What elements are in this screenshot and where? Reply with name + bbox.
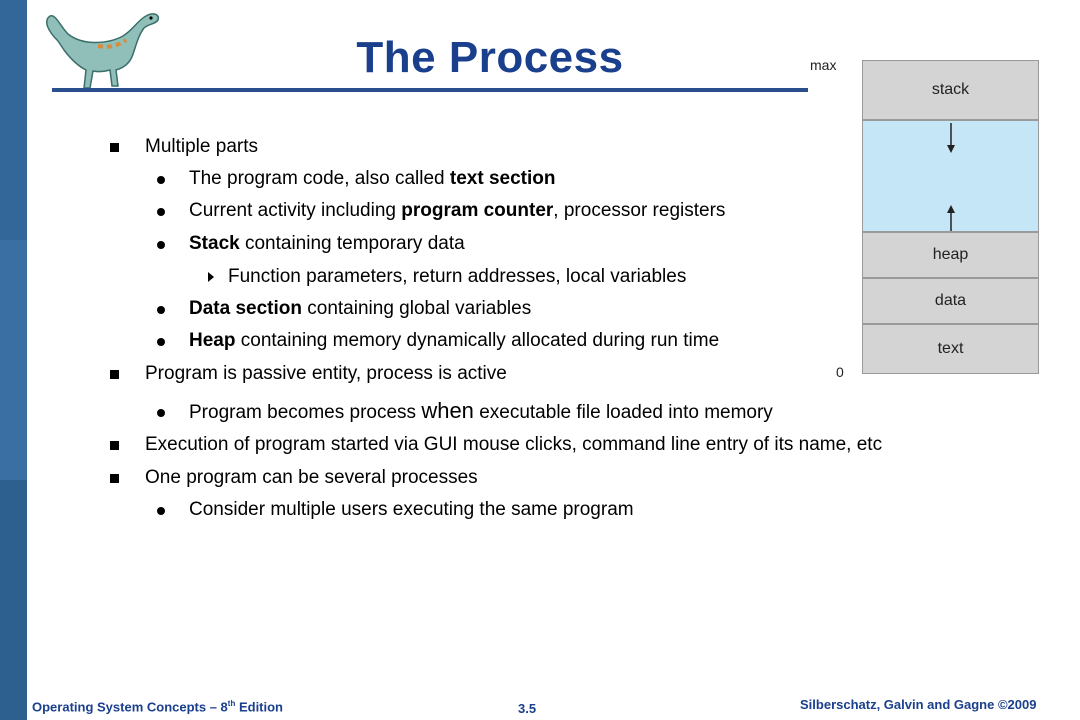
square-bullet-icon [110, 474, 119, 483]
max-address-label: max [810, 57, 837, 73]
bullet-program-becomes-process: Program becomes process when executable file loaded into memory [189, 398, 773, 423]
bullet-current-activity: Current activity including program counter, processor registers [189, 200, 726, 221]
bullet-program-passive: Program is passive entity, process is active [145, 363, 507, 384]
triangle-bullet-icon [208, 272, 214, 282]
round-bullet-icon [157, 409, 165, 417]
bullet-multiple-users: Consider multiple users executing the same program [189, 499, 634, 520]
left-sidebar-band [0, 0, 27, 720]
text-segment: text [862, 324, 1039, 374]
stack-segment: stack [862, 60, 1039, 120]
round-bullet-icon [157, 241, 165, 249]
bullet-execution-started: Execution of program started via GUI mouse clicks, command line entry of its name, etc [145, 434, 883, 455]
free-memory-segment [862, 120, 1039, 232]
round-bullet-icon [157, 306, 165, 314]
footer-authors: Silberschatz, Galvin and Gagne ©2009 [800, 697, 1037, 712]
square-bullet-icon [110, 441, 119, 450]
footer-book-title: Operating System Concepts – 8th Edition [32, 699, 284, 715]
title-underline [52, 88, 808, 92]
dinosaur-logo [38, 6, 168, 96]
round-bullet-icon [157, 208, 165, 216]
slide-title: The Process [356, 33, 624, 82]
zero-address-label: 0 [836, 364, 844, 380]
square-bullet-icon [110, 143, 119, 152]
process-memory-diagram [810, 52, 1050, 382]
square-bullet-icon [110, 370, 119, 379]
bullet-heap: Heap containing memory dynamically allocated during run time [189, 330, 720, 351]
bullet-function-parameters: Function parameters, return addresses, local variables [228, 266, 687, 287]
data-segment: data [862, 278, 1039, 324]
heap-segment: heap [862, 232, 1039, 278]
round-bullet-icon [157, 507, 165, 515]
bullet-program-code: The program code, also called text section [189, 168, 556, 189]
bullet-several-processes: One program can be several processes [145, 467, 478, 488]
round-bullet-icon [157, 338, 165, 346]
bullet-data-section: Data section containing global variables [189, 298, 532, 319]
bullet-multiple-parts: Multiple parts [145, 136, 258, 157]
round-bullet-icon [157, 176, 165, 184]
bullet-stack: Stack containing temporary data [189, 233, 465, 254]
growth-arrows-icon [863, 121, 1040, 233]
footer-page-number: 3.5 [518, 701, 537, 716]
